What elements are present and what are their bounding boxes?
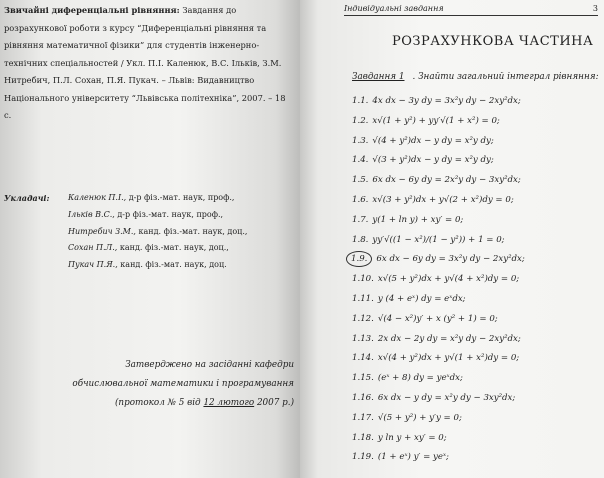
- task-text: . Знайти загальний інтеграл рівняння:: [412, 72, 599, 82]
- equation-text: y (4 + eˣ) dy = eˣdx;: [377, 293, 466, 304]
- author-title: д-р фіз.-мат. наук, проф.,: [128, 193, 235, 202]
- equation-item: [352, 369, 525, 389]
- equation-number: 1.16.: [352, 392, 374, 403]
- equation-text: 6x dx − y dy = x²y dy − 3xy²dx;: [377, 392, 516, 403]
- equation-list: [352, 92, 525, 468]
- approval-note: [24, 356, 294, 413]
- task-heading: [352, 72, 599, 82]
- equation-text: (eˣ + 8) dy = yeˣdx;: [377, 373, 463, 384]
- equation-number: 1.13.: [352, 333, 374, 344]
- equation-number: 1.7.: [352, 214, 369, 225]
- protocol-text: (протокол № 5 від: [115, 398, 201, 408]
- protocol-date: 12 лютого: [203, 398, 255, 408]
- equation-text: y(1 + ln y) + xy′ = 0;: [372, 214, 464, 225]
- left-page: [0, 0, 300, 478]
- header-text: Індивідуальні завдання: [344, 4, 444, 13]
- author-entry: [68, 190, 298, 207]
- equation-text: x√(4 + y²)dx + y√(1 + x²)dy = 0;: [377, 353, 520, 364]
- equation-number: 1.15.: [352, 373, 374, 384]
- equation-text: yy′√((1 − x²)/(1 − y²)) + 1 = 0;: [372, 234, 505, 245]
- author-entry: [68, 207, 298, 224]
- author-name: Нитребич З.М.,: [68, 226, 136, 236]
- author-title: канд. фіз.-мат. наук, доц.,: [138, 226, 248, 236]
- equation-number: 1.14.: [352, 353, 374, 364]
- equation-number: 1.9.: [346, 251, 372, 267]
- equation-item: [352, 409, 525, 429]
- authors-list: [68, 190, 298, 274]
- equation-number: 1.10.: [352, 274, 374, 285]
- equation-item: [352, 349, 525, 369]
- biblio-text: Завдання до розрахункової роботи з курсу “Диференціальні рівняння та рівняння математичної фізики” для студентів інженерно-технічних спеціальностей / Укл. П.І. Каленюк, В.С. Ільків, З.М. Нитребич, П.Л. Сохан, П.Я. Пукач. – Львів: Видавництво Національного університету “Львівська політехніка”, 2007. – 18 с.: [4, 5, 286, 120]
- author-title: д-р фіз.-мат. наук, проф.,: [117, 209, 224, 219]
- author-entry: [68, 257, 298, 274]
- equation-item: [352, 429, 525, 449]
- equation-item: [352, 290, 525, 310]
- equation-text: √(4 − x²)y′ + x (y² + 1) = 0;: [377, 313, 498, 324]
- equation-number: 1.18.: [352, 432, 374, 443]
- author-title: канд. фіз.-мат. наук, доц.: [120, 260, 227, 270]
- author-entry: [68, 240, 298, 257]
- page-number: 3: [592, 4, 598, 13]
- approval-line: Затверджено на засіданні кафедри: [125, 360, 294, 370]
- author-entry: [68, 224, 298, 241]
- equation-text: √(4 + y²)dx − y dy = x²y dy;: [372, 135, 494, 146]
- equation-number: 1.1.: [352, 96, 369, 106]
- author-name: Каленюк П.І.,: [68, 193, 127, 202]
- equation-item: [352, 132, 525, 152]
- equation-item: [352, 330, 525, 350]
- approval-line: обчислювальної математики і програмування: [72, 379, 294, 389]
- equation-item: [352, 191, 525, 211]
- equation-item: [352, 448, 525, 468]
- equation-number: 1.19.: [352, 452, 374, 463]
- equation-item: [352, 112, 525, 132]
- equation-text: y ln y + xy′ = 0;: [377, 432, 447, 443]
- equation-number: 1.2.: [352, 115, 369, 126]
- task-label: Завдання 1: [352, 72, 405, 82]
- equation-text: x√(5 + y²)dx + y√(4 + x²)dy = 0;: [377, 274, 520, 285]
- equation-text: x√(3 + y²)dx + y√(2 + x²)dy = 0;: [372, 194, 514, 205]
- equation-item: [352, 389, 525, 409]
- equation-text: 2x dx − 2y dy = x²y dy − 2xy²dx;: [377, 333, 521, 344]
- section-title: РОЗРАХУНКОВА ЧАСТИНА: [392, 34, 594, 49]
- equation-number: 1.6.: [352, 194, 369, 205]
- author-name: Сохан П.Л.,: [68, 243, 118, 253]
- equation-item: [352, 171, 525, 191]
- author-title: канд. фіз.-мат. наук, доц.,: [119, 243, 229, 253]
- protocol-year: 2007 р.): [256, 398, 294, 408]
- equation-text: √(5 + y²) + y′y = 0;: [377, 412, 462, 423]
- equation-number: 1.4.: [352, 155, 369, 166]
- equation-text: 6x dx − 6y dy = 2x²y dy − 3xy²dx;: [372, 175, 521, 186]
- equation-number: 1.11.: [352, 293, 374, 304]
- equation-number: 1.5.: [352, 175, 369, 186]
- equation-item: [352, 250, 525, 270]
- equation-text: 6x dx − 6y dy = 3x²y dy − 2xy²dx;: [376, 254, 525, 265]
- bibliographic-description: [4, 2, 294, 125]
- equation-item: [352, 211, 525, 231]
- equation-number: 1.3.: [352, 135, 369, 146]
- equation-item: [352, 151, 525, 171]
- equation-item: [352, 92, 525, 112]
- author-name: Ільків В.С.,: [68, 209, 115, 219]
- right-page: [300, 0, 604, 478]
- equation-number: 1.8.: [352, 234, 369, 245]
- equation-number: 1.17.: [352, 412, 374, 423]
- equation-text: x√(1 + y²) + yy′√(1 + x²) = 0;: [372, 115, 500, 126]
- equation-item: [352, 270, 525, 290]
- equation-text: 4x dx − 3y dy = 3x²y dy − 2xy²dx;: [372, 96, 521, 106]
- equation-text: (1 + eˣ) y′ = yeˣ;: [377, 452, 449, 463]
- running-header: [344, 4, 598, 16]
- equation-item: [352, 310, 525, 330]
- authors-label: Укладачі:: [4, 193, 50, 203]
- approval-protocol: [24, 394, 294, 413]
- equation-number: 1.12.: [352, 313, 374, 324]
- equation-item: [352, 231, 525, 251]
- biblio-title: Звичайні диференціальні рівняння:: [4, 5, 180, 15]
- author-name: Пукач П.Я.,: [68, 260, 118, 270]
- equation-text: √(3 + y²)dx − y dy = x²y dy;: [372, 155, 494, 166]
